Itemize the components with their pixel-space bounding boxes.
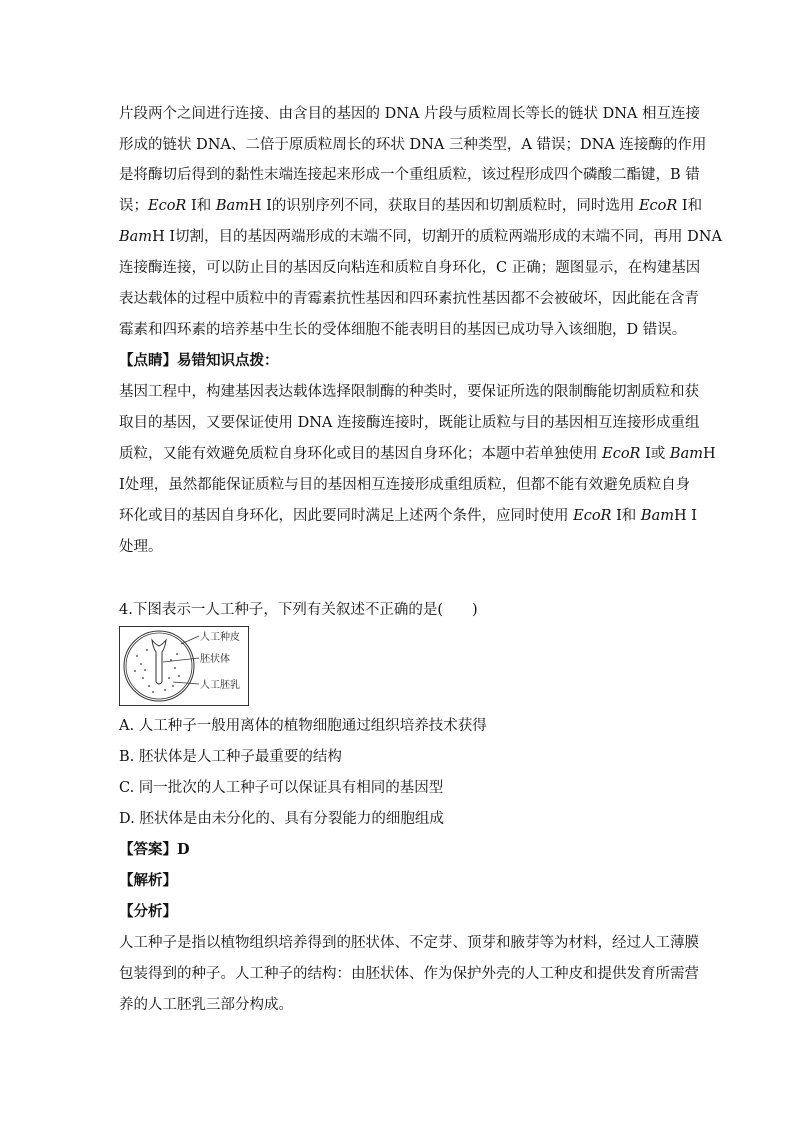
text-span: 质粒，又能有效避免质粒自身环化或目的基因自身环化；本题中若单独使用 [119,446,603,462]
seed-coat-inner [126,633,192,699]
text-line [119,227,722,247]
leader-line [173,682,199,684]
text-span: 误； [119,198,148,214]
artificial-seed-diagram [119,626,249,706]
enzyme-name: EcoR [638,198,678,214]
artificial-seed-figure [119,626,249,706]
leader-line [181,636,199,644]
text-line: 表达载体的过程中质粒中的青霉素抗性基因和四环素抗性基因都不会被破坏，因此能在含青 [119,291,699,307]
text-span: H Ⅰ [673,508,697,524]
fenxi-heading: 【分析】 [119,903,177,920]
text-line: 形成的链状 DNA、二倍于原质粒周长的环状 DNA 三种类型，A 错误；DNA 连接酶的作用 [119,137,707,153]
label-embryoid: 胚状体 [200,654,230,665]
text-line: 是将酶切后得到的黏性末端连接起来形成一个重组质粒，该过程形成四个磷酸二酯键，B 错 [119,167,700,183]
text-span: H [702,446,716,462]
enzyme-name: Bam [119,229,153,245]
text-line: Ⅰ处理，虽然都能保证质粒与目的基因相互连接形成重组质粒，但都不能有效避免质粒自身 [119,477,691,493]
text-line: 包装得到的种子。人工种子的结构：由胚状体、作为保护外壳的人工种皮和提供发育所需营 [119,966,699,982]
text-span: Ⅰ和 [677,198,703,214]
enzyme-name: Bam [640,508,674,524]
text-span: H Ⅰ切割，目的基因两端形成的末端不同，切割开的质粒两端形成的末端不同，再用 DNA [152,229,722,245]
text-span: Ⅰ或 [640,446,670,462]
enzyme-name: EcoR [602,446,641,462]
option-c: C. 同一批次的人工种子可以保证具有相同的基因型 [119,780,444,796]
text-span: Ⅰ和 [611,508,641,524]
tip-heading: 【点睛】易错知识点拨： [119,352,279,369]
text-line [119,444,716,464]
answer-line: 【答案】D [119,841,190,858]
text-line [119,506,697,526]
text-line: 基因工程中，构建基因表达载体选择限制酶的种类时，要保证所选的限制酶能切割质粒和获 [119,384,699,400]
text-line [119,196,702,216]
text-line: 片段两个之间进行连接、由含目的基因的 DNA 片段与质粒周长等长的链状 DNA 相互连接 [119,106,701,122]
text-line: 霉素和四环素的培养基中生长的受体细胞不能表明目的基因已成功导入该细胞，D 错误。 [119,322,687,338]
text-span: Ⅰ和 [186,198,216,214]
question-stem: 4.下图表示一人工种子，下列有关叙述不正确的是( ) [119,602,478,618]
text-line: 处理。 [119,539,163,555]
option-b: B. 胚状体是人工种子最重要的结构 [119,749,342,765]
text-span: 环化或目的基因自身环化，因此要同时满足上述两个条件，应同时使用 [119,508,574,524]
enzyme-name: EcoR [573,508,612,524]
enzyme-name: Bam [215,198,249,214]
option-a: A. 人工种子一般用离体的植物细胞通过组织培养技术获得 [119,718,487,734]
label-endosperm: 人工胚乳 [200,680,240,691]
text-line: 取目的基因，又要保证使用 DNA 连接酶连接时，既能让质粒与目的基因相互连接形成重组 [119,415,700,431]
label-seed-coat: 人工种皮 [200,632,240,643]
text-line: 连接酶连接，可以防止目的基因反向粘连和质粒自身环化，C 正确；题图显示，在构建基因 [119,260,701,276]
enzyme-name: EcoR [148,198,187,214]
text-line: 养的人工胚乳三部分构成。 [119,997,293,1013]
analysis-heading: 【解析】 [119,872,177,889]
seed-coat-outline [124,631,194,701]
text-span: H Ⅰ的识别序列不同，获取目的基因和切割质粒时，同时选用 [248,198,639,214]
enzyme-name: Bam [669,446,703,462]
text-line: 人工种子是指以植物组织培养得到的胚状体、不定芽、顶芽和腋芽等为材料，经过人工薄膜 [119,935,699,951]
option-d: D. 胚状体是由未分化的、具有分裂能力的细胞组成 [119,811,444,827]
endosperm-dots [134,649,180,693]
